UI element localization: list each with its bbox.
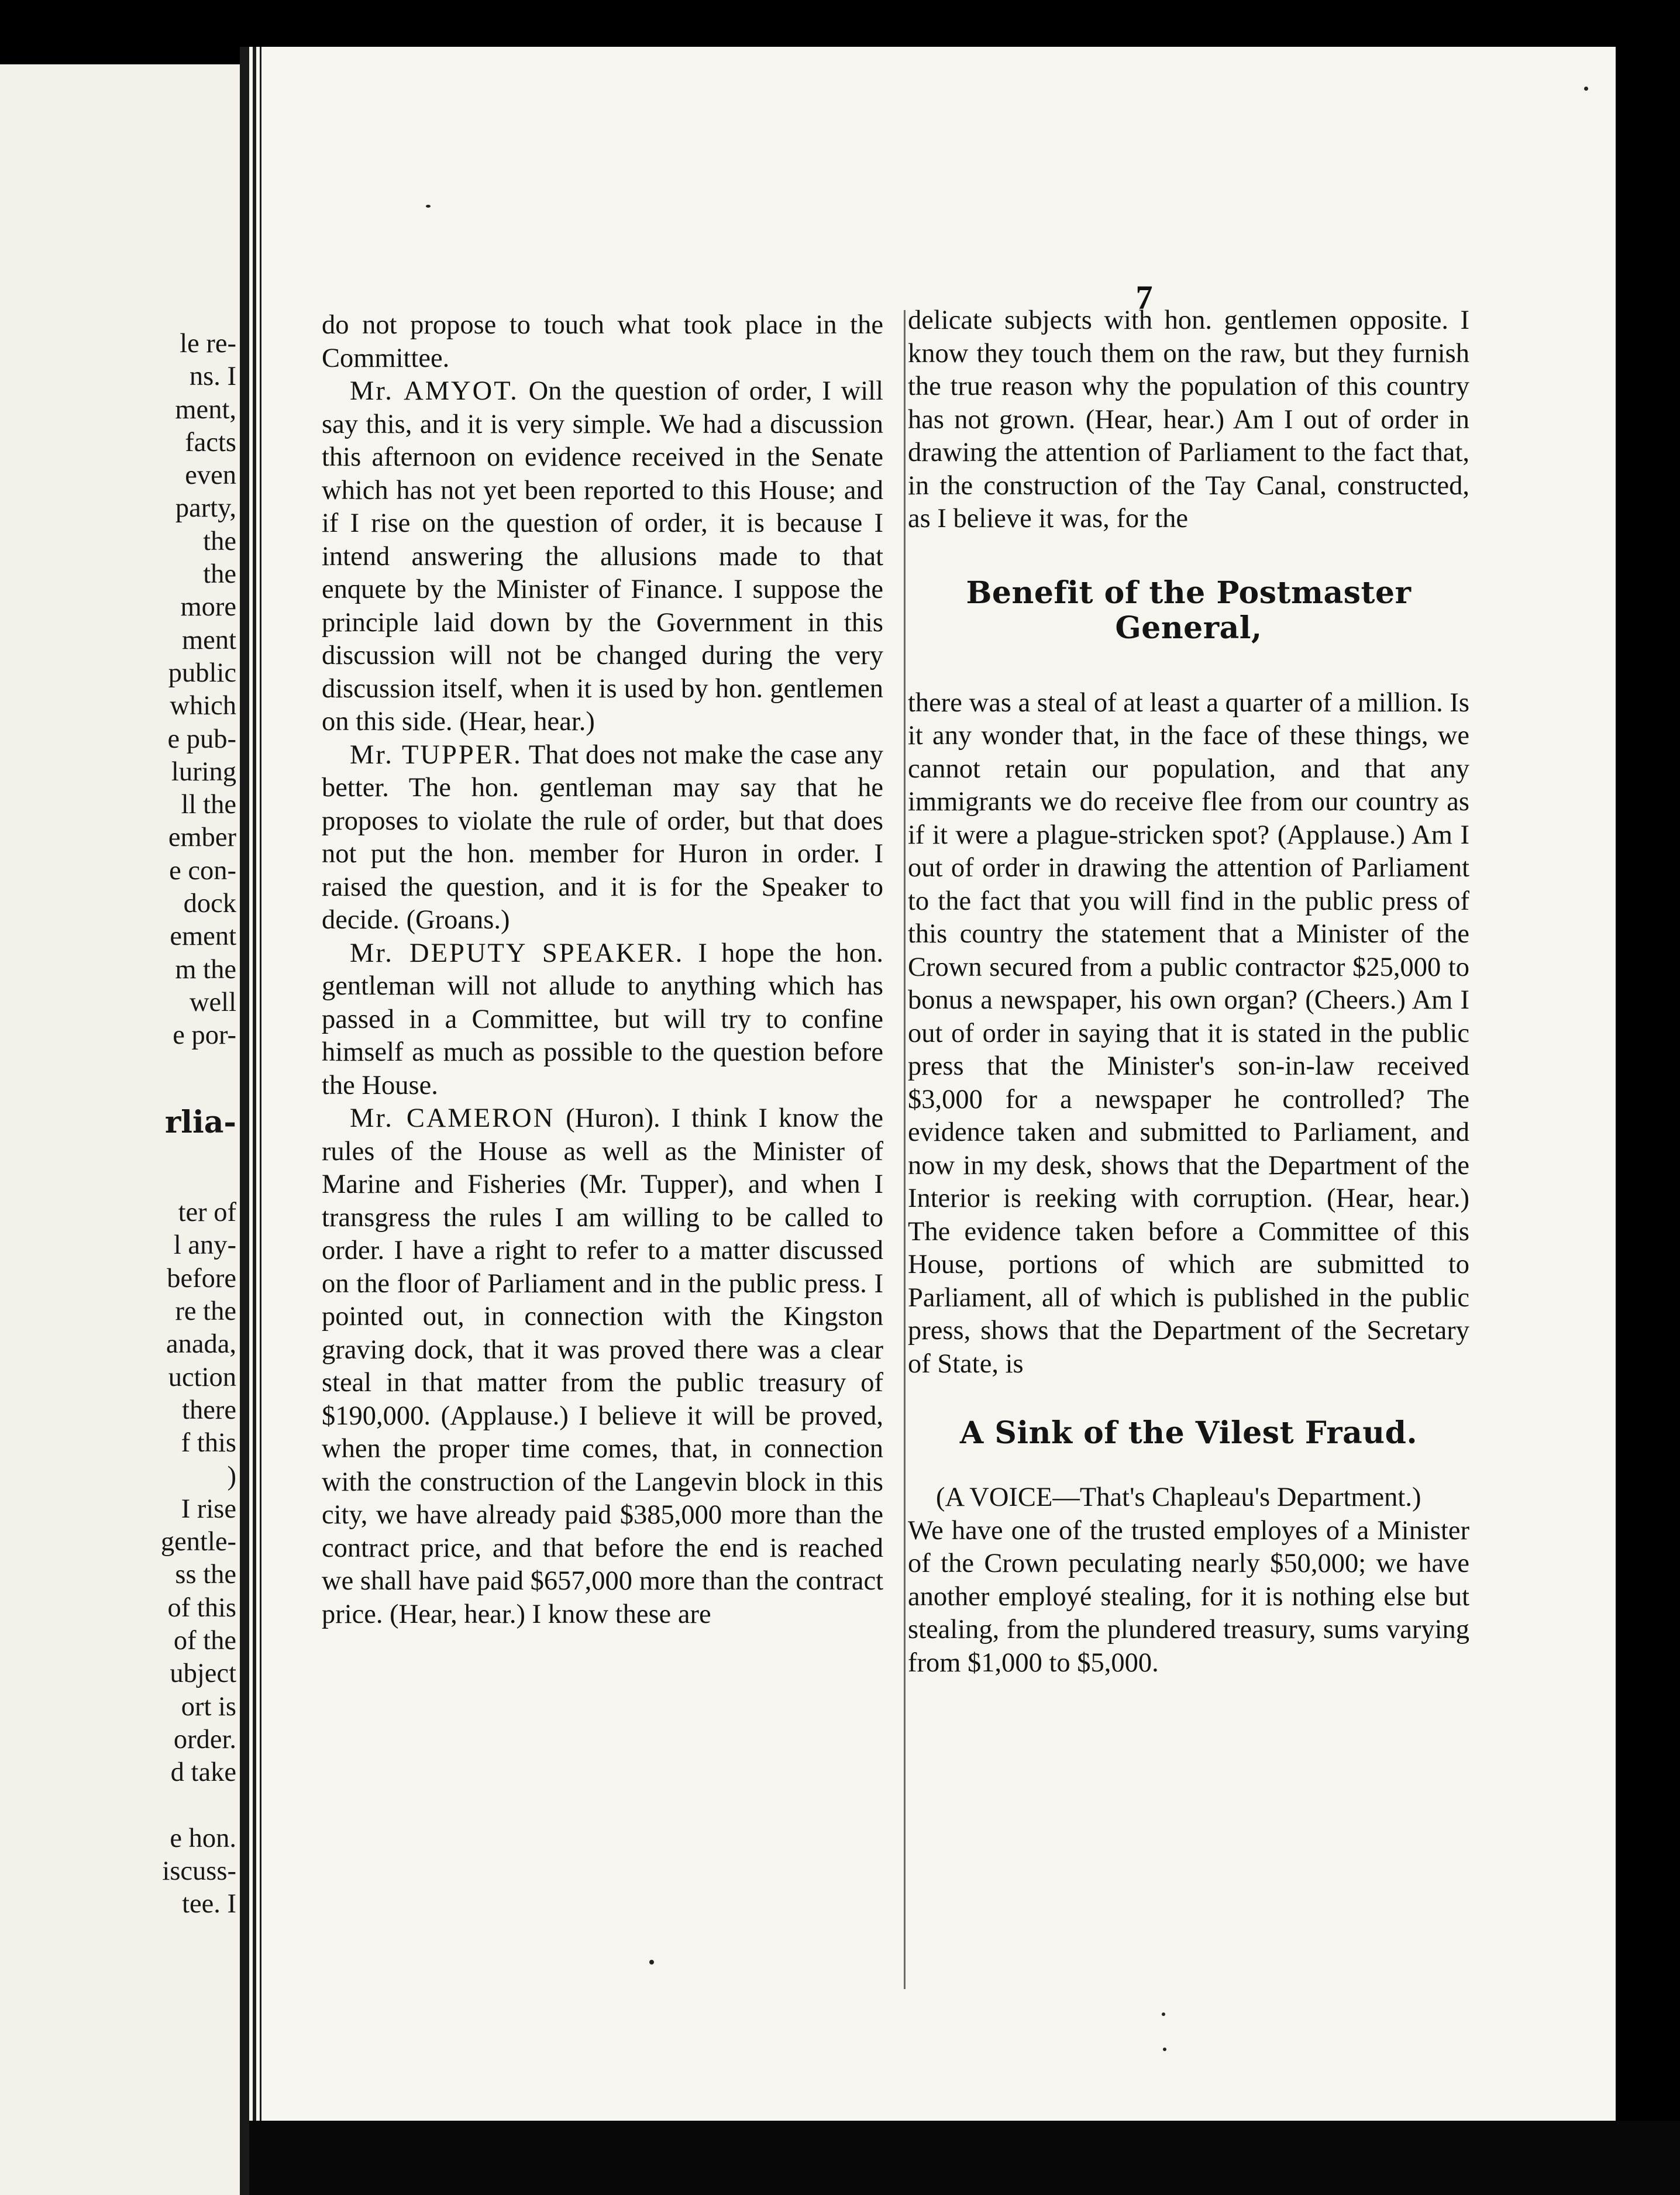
- page-gutter: [240, 47, 249, 2195]
- facing-page-line: re the: [175, 1296, 236, 1327]
- facing-page-line: e por-: [173, 1020, 236, 1051]
- paragraph: delicate subjects with hon. gentlemen opposite. I know they touch them on the raw, but they furnish the true reason why the population of this country has not grown. (Hear, hear.) Am I out of order in drawing the attention of Parliament to the fact that, in the construction of the Tay Canal, constructed, as I believe it was, for the: [908, 305, 1469, 534]
- facing-page-line: public: [168, 658, 236, 688]
- scan-speck: [1163, 2048, 1166, 2051]
- section-heading: [908, 576, 1469, 646]
- binding-edge-inner: [260, 47, 261, 2121]
- facing-page-line: of this: [167, 1592, 236, 1623]
- interjection: (A VOICE—That's Chapleau's Department.): [936, 1482, 1421, 1512]
- facing-page-line: the: [203, 526, 236, 556]
- column-right: [908, 304, 1469, 1680]
- facing-page-line: iscuss-: [162, 1856, 236, 1887]
- facing-page-line: order.: [173, 1724, 236, 1754]
- facing-page-line: [0, 1052, 240, 1085]
- speaker-name: Mr. CAMERON: [350, 1103, 555, 1133]
- speech-deputy-speaker: [322, 937, 883, 1103]
- binding-edge: [253, 47, 256, 2121]
- facing-page-line: ss the: [175, 1560, 236, 1590]
- facing-page-line: l any-: [173, 1230, 236, 1261]
- paragraph: [322, 309, 883, 375]
- facing-page-line: m the: [175, 954, 236, 985]
- facing-page-line: ubject: [170, 1659, 236, 1689]
- facing-page-line: ll the: [181, 790, 236, 820]
- speech-cameron: [322, 1102, 883, 1631]
- scan-speck: [426, 205, 431, 208]
- speech-amyot: [322, 375, 883, 739]
- facing-page-line: ment,: [175, 394, 236, 425]
- page-number: 7: [1135, 278, 1153, 316]
- facing-page-line: d take: [170, 1757, 236, 1788]
- speech-text: (Huron). I think I know the rules of the House as well as the Minister of Marine and Fisheries (Mr. Tupper), and when I transgress the rules I am willing to be called to order. I have a right to refer to a matter discussed on the floor of Parliament and in the public press. I pointed out, in connection with the Kingston graving dock, that it was proved there was a clear steal in that matter from the public treasury of $190,000. (Applause.) I believe it will be proved, when the proper time comes, that, in connection with the construction of the Langevin block in this city, we have already paid $385,000 more than the contract price, and that before the end is reached we shall have paid $657,000 more than the contract price. (Hear, hear.) I know these are: [322, 1103, 883, 1629]
- facing-page-line: le re-: [180, 329, 236, 359]
- paragraph: there was a steal of at least a quarter of a million. Is it any wonder that, in the face of these things, we cannot retain our population, and that any immigrants we do receive flee from our country as if it were a plague-stricken spot? (Applause.) Am I out of order in drawing the attention of Parliament to the fact that you will find in the public press of this country the statement that a Minister of the Crown secured from a public contractor $25,000 to bonus a newspaper, his own organ? (Cheers.) Am I out of order in saying that it is stated in the public press that the Minister's son-in-law received $3,000 for a newspaper he controlled? The evidence taken and submitted to Parliament, and now in my desk, shows that the Department of the Interior is reeking with corruption. (Hear, hear.) The evidence taken before a Committee of this House, portions of which are submitted to Parliament, all of which is published in the public press, shows that the Department of the Secretary of State, is: [908, 687, 1469, 1379]
- facing-page-line: e pub-: [167, 724, 236, 754]
- scan-speck: [1584, 87, 1588, 91]
- facing-page-line: before: [167, 1263, 236, 1293]
- facing-page-line: f this: [181, 1428, 236, 1458]
- facing-page-line: [0, 1789, 240, 1822]
- speech-text: I hope the hon. gentleman will not allude to anything which has passed in a Committee, but will try to confine himself as much as possible to the question before the House.: [322, 938, 883, 1100]
- facing-page-line: gentle-: [160, 1527, 236, 1557]
- scan-speck: [1162, 2012, 1165, 2016]
- facing-page-line: ): [227, 1461, 236, 1491]
- facing-page-line: uction: [168, 1362, 236, 1392]
- facing-page-line: more: [180, 592, 236, 622]
- facing-page-line: there: [182, 1395, 236, 1425]
- scan-border-right: [1616, 0, 1680, 2195]
- facing-page-line: [0, 1164, 240, 1196]
- facing-page-line: e hon.: [170, 1823, 236, 1853]
- facing-page-line: party,: [175, 493, 236, 524]
- facing-page-line: ort is: [181, 1691, 236, 1722]
- speaker-name: Mr. AMYOT.: [350, 376, 519, 406]
- facing-page-line: of the: [173, 1625, 236, 1656]
- page: [249, 47, 1616, 2121]
- facing-page-line: e con-: [169, 855, 236, 886]
- facing-page-line: the: [203, 559, 236, 590]
- facing-page-line: ement: [170, 921, 236, 952]
- scan-border-bottom: [249, 2121, 1680, 2195]
- paragraph-text: do not propose to touch what took place in the Committee.: [322, 310, 883, 373]
- facing-page-line: luring: [171, 756, 236, 787]
- facing-page-line: ment: [182, 625, 236, 655]
- heading-line: Benefit of the Postmaster: [966, 574, 1412, 611]
- heading-line: General,: [1115, 610, 1262, 646]
- facing-page-line: facts: [185, 427, 236, 457]
- speech-tupper: [322, 739, 883, 937]
- facing-page-line: anada,: [166, 1329, 236, 1360]
- facing-page-line: even: [185, 460, 236, 491]
- scan-speck: [649, 1960, 654, 1965]
- facing-page-line: ember: [168, 823, 236, 853]
- facing-page-line: dock: [183, 889, 236, 919]
- column-left: [322, 309, 883, 1631]
- facing-page-line: I rise: [181, 1494, 236, 1524]
- facing-page-line: which: [170, 691, 236, 721]
- facing-page: [0, 64, 240, 2195]
- speech-text: On the question of order, I will say this, and it is very simple. We had a discussion this afternoon on evidence received in the Senate which has not yet been reported to this House; and if I rise on the question of order, it is because I intend answering the allusions made to that enquete by the Minister of Finance. I suppose the principle laid down by the Government in this discussion will not be changed during the very discussion itself, when it is used by hon. gentlemen on this side. (Hear, hear.): [322, 376, 883, 737]
- speaker-name: Mr. TUPPER.: [350, 739, 522, 770]
- paragraph: We have one of the trusted employes of a Minister of the Crown peculating nearly $50,000; we have another employé stealing, for it is nothing else but stealing, from the plundered treasury, sums varying from $1,000 to $5,000.: [908, 1515, 1469, 1678]
- facing-page-line: ns. I: [189, 362, 236, 392]
- facing-page-line: rlia-: [164, 1104, 236, 1140]
- speech-text: That does not make the case any better. The hon. gentleman may say that he proposes to violate the rule of order, but that does not put the hon. member for Huron in order. I raised the question, and it is for the Speaker to decide. (Groans.): [322, 739, 883, 935]
- column-divider: [904, 310, 906, 1989]
- facing-page-text: [0, 328, 240, 1921]
- facing-page-line: ter of: [178, 1198, 236, 1228]
- speaker-name: Mr. DEPUTY SPEAKER.: [350, 938, 684, 968]
- facing-page-line: tee. I: [182, 1889, 236, 1919]
- facing-page-line: well: [189, 987, 236, 1017]
- section-heading: A Sink of the Vilest Fraud.: [959, 1415, 1418, 1451]
